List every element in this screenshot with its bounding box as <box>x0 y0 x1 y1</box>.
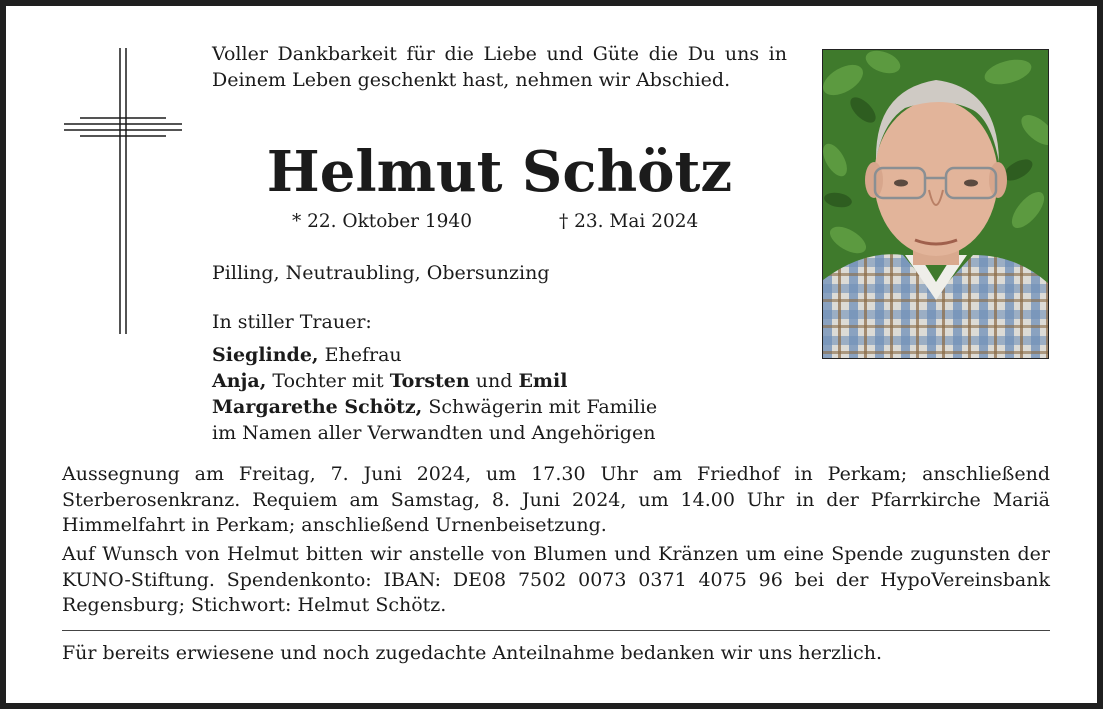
family-name: Anja, <box>212 370 267 392</box>
deceased-name: Helmut Schötz <box>266 139 733 205</box>
family-relation: Tochter mit <box>266 370 390 392</box>
places-line: Pilling, Neutraubling, Obersunzing <box>212 262 550 284</box>
intro-text: Voller Dankbarkeit für die Liebe und Güte die Du uns in Deinem Leben geschenkt hast, nehmen wir Abschied. <box>212 43 787 91</box>
family-line-relatives: im Namen aller Verwandten und Angehörigen <box>212 422 656 444</box>
family-line-wife <box>212 342 812 368</box>
family-line-daughter <box>212 368 812 394</box>
family-name: Margarethe Schötz, <box>212 396 423 418</box>
family-name: Emil <box>518 370 568 392</box>
family-line-sister-in-law <box>212 394 812 420</box>
family-name: Sieglinde, <box>212 344 319 366</box>
cross-icon <box>62 46 184 338</box>
portrait-photo <box>822 49 1049 359</box>
family-conjunction: und <box>469 370 519 392</box>
ceremony-text: Aussegnung am Freitag, 7. Juni 2024, um 17.30 Uhr am Friedhof in Perkam; anschließend Sterberosenkranz. Requiem am Samstag, 8. Juni 2024, um 14.00 Uhr in der Pfarrkirche Mariä Himmelfahrt in Perkam; anschließend Urnenbeisetzung. <box>62 463 1050 536</box>
thanks-text: Für bereits erwiesene und noch zugedachte Anteilnahme bedanken wir uns herzlich. <box>62 642 883 664</box>
mourning-heading: In stiller Trauer: <box>212 311 372 333</box>
family-relation: Ehefrau <box>318 344 402 366</box>
donation-text: Auf Wunsch von Helmut bitten wir anstelle von Blumen und Kränzen um eine Spende zugunsten der KUNO-Stiftung. Spendenkonto: IBAN: DE08 7502 0073 0371 4075 96 bei der HypoVereinsbank Regensburg; Stichwort: Helmut Schötz. <box>62 543 1050 616</box>
birth-date: * 22. Oktober 1940 <box>292 211 472 232</box>
family-list <box>212 342 812 446</box>
family-name: Torsten <box>389 370 470 392</box>
family-relation: Schwägerin mit Familie <box>422 396 658 418</box>
divider <box>62 630 1050 631</box>
death-date: † 23. Mai 2024 <box>559 211 699 232</box>
